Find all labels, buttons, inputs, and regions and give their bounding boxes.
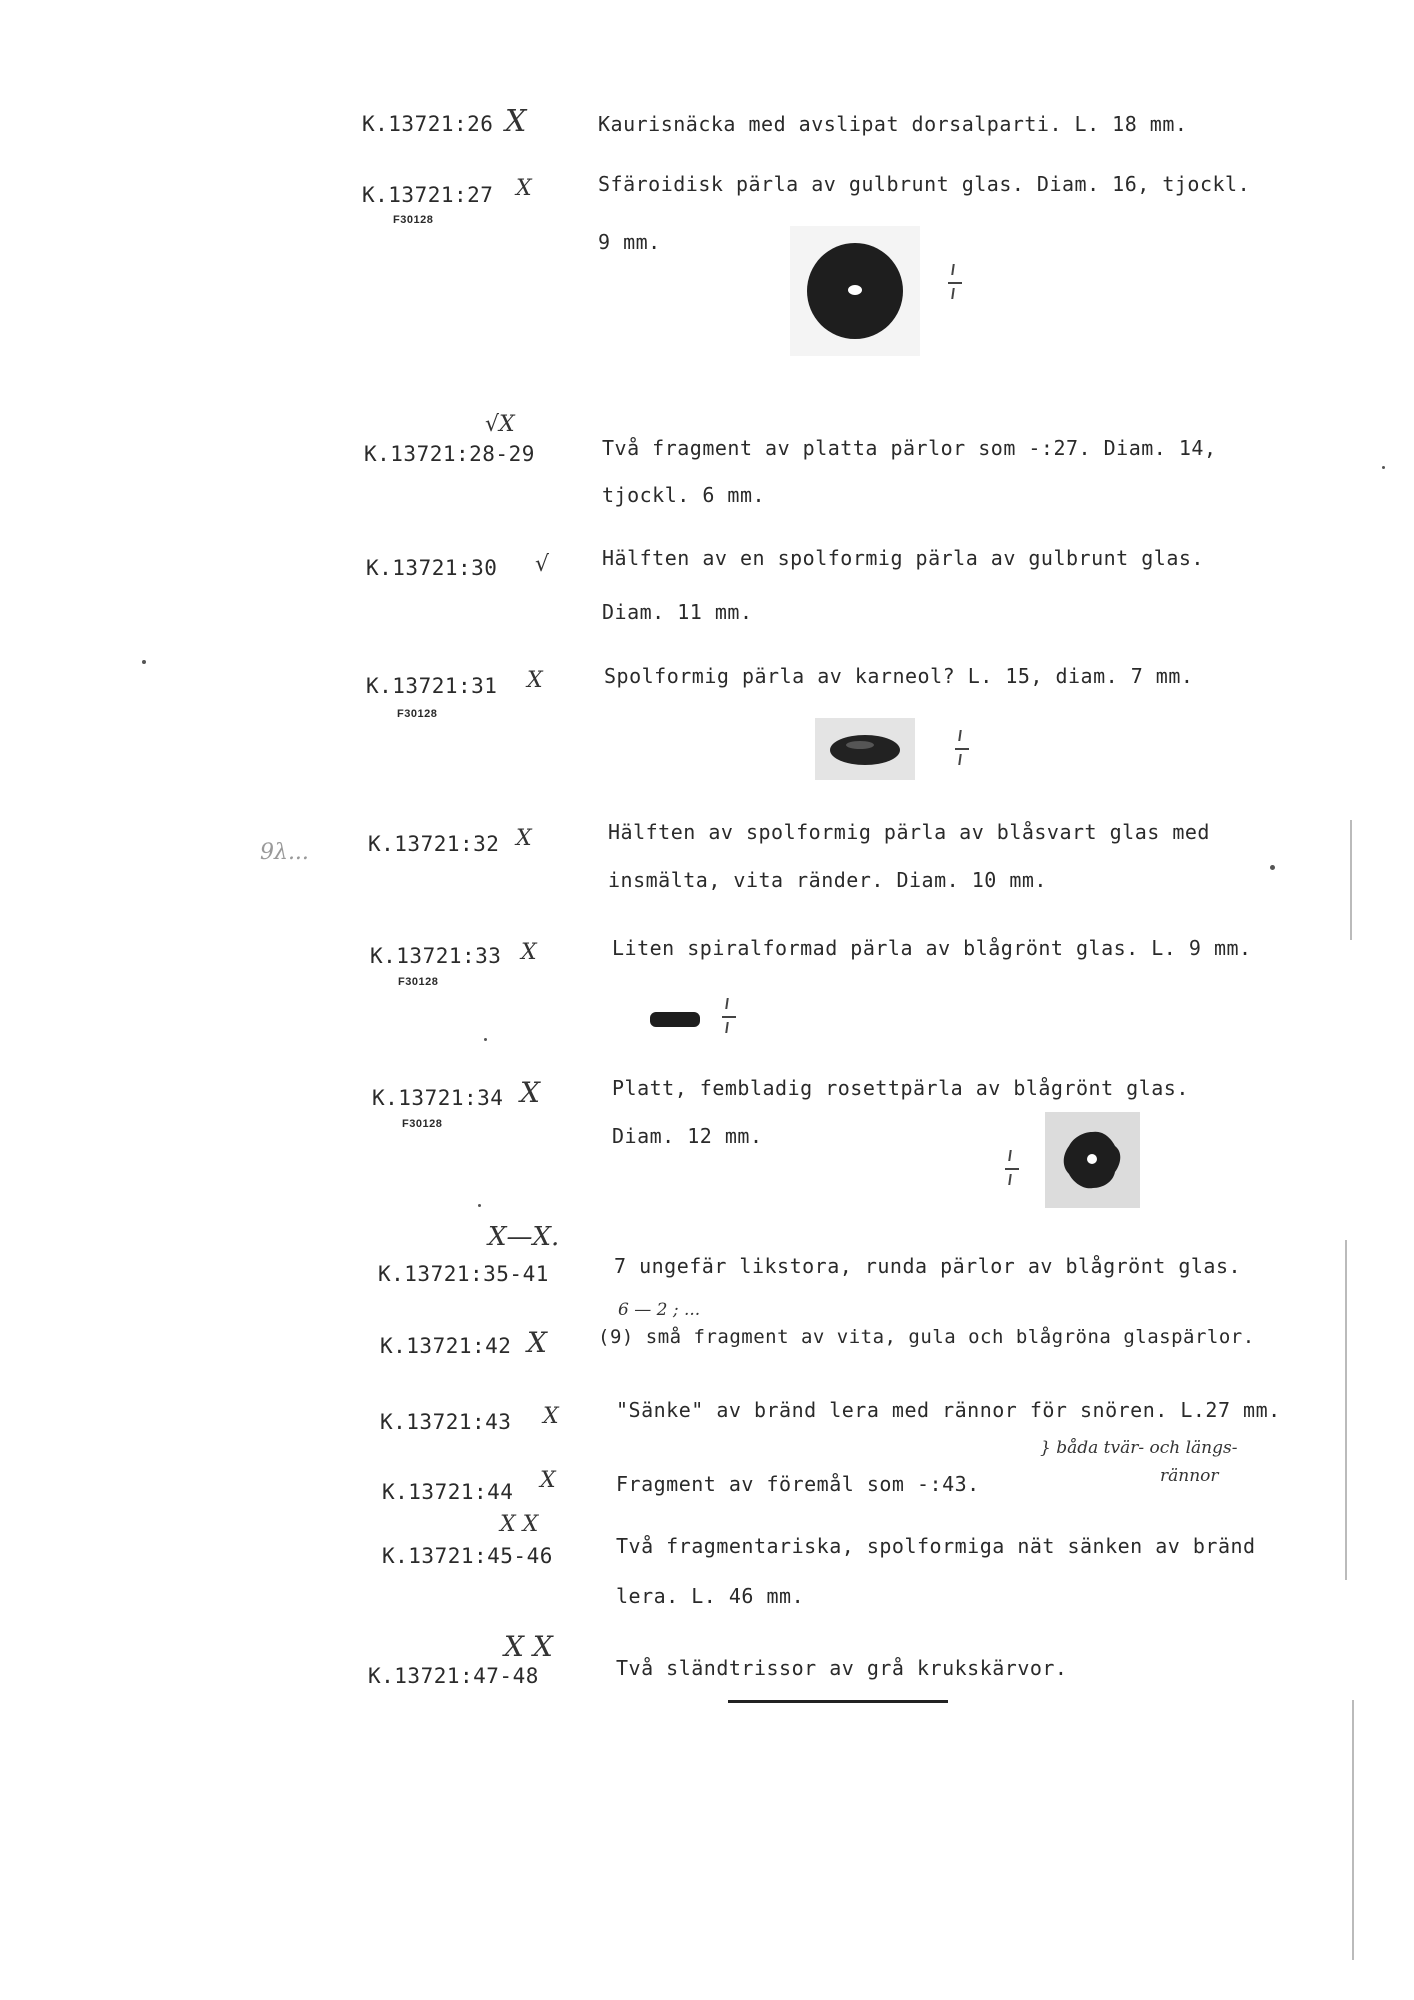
bead-photo-spindle xyxy=(815,718,915,780)
check-mark: X xyxy=(521,940,537,965)
description-line: 7 ungefär likstora, runda pärlor av blågrönt glas. xyxy=(614,1254,1242,1278)
scale-one-to-one xyxy=(955,730,969,768)
catalog-number: K.13721:33 xyxy=(370,944,502,968)
check-mark: X xyxy=(516,826,532,851)
description-line: Sfäroidisk pärla av gulbrunt glas. Diam. 16, tjockl. xyxy=(598,172,1251,196)
description-line: Hälften av spolformig pärla av blåsvart glas med xyxy=(608,820,1210,844)
check-mark: √X xyxy=(485,412,515,437)
catalog-number: K.13721:32 xyxy=(368,832,500,856)
description-line: Två fragmentariska, spolformiga nät sänken av bränd xyxy=(616,1534,1256,1558)
catalog-number: K.13721:47-48 xyxy=(368,1664,539,1688)
description-line: Två fragment av platta pärlor som -:27. Diam. 14, xyxy=(602,436,1217,460)
description-line: tjockl. 6 mm. xyxy=(602,483,766,507)
scale-one-to-one xyxy=(1005,1150,1019,1188)
scale-one-to-one xyxy=(722,998,736,1036)
handwritten-note: } båda tvär- och längs- xyxy=(1040,1438,1238,1458)
description-line: Kaurisnäcka med avslipat dorsalparti. L. 18 mm. xyxy=(598,112,1188,136)
catalog-number: K.13721:34 xyxy=(372,1086,504,1110)
check-mark: X xyxy=(543,1404,559,1429)
check-mark: X xyxy=(540,1468,556,1493)
check-mark: X—X. xyxy=(488,1222,560,1252)
bead-photo-rosette xyxy=(1045,1112,1140,1208)
description-line: Fragment av föremål som -:43. xyxy=(616,1472,980,1496)
description-line: Liten spiralformad pärla av blågrönt glas. L. 9 mm. xyxy=(612,936,1252,960)
check-mark: √ xyxy=(535,552,550,577)
scan-edge-mark xyxy=(1350,820,1352,940)
check-mark: X xyxy=(527,1326,547,1359)
catalog-number: K.13721:44 xyxy=(382,1480,514,1504)
scan-edge-mark xyxy=(1345,1240,1347,1580)
description-line: Diam. 12 mm. xyxy=(612,1124,763,1148)
speck xyxy=(484,1038,487,1041)
check-mark: X xyxy=(520,1076,540,1109)
speck xyxy=(1270,865,1275,870)
description-line: Platt, fembladig rosettpärla av blågrönt glas. xyxy=(612,1076,1189,1100)
description-line: Spolformig pärla av karneol? L. 15, diam. 7 mm. xyxy=(604,664,1194,688)
catalog-number: K.13721:28-29 xyxy=(364,442,535,466)
margin-note: 9λ... xyxy=(260,840,309,865)
photo-reference: F30128 xyxy=(402,1118,443,1130)
description-line: insmälta, vita ränder. Diam. 10 mm. xyxy=(608,868,1047,892)
catalog-number: K.13721:45-46 xyxy=(382,1544,553,1568)
photo-reference: F30128 xyxy=(398,976,439,988)
handwritten-note: 6 — 2 ; ... xyxy=(618,1300,701,1320)
speck xyxy=(1382,466,1385,469)
description-line: (9) små fragment av vita, gula och blågröna glaspärlor. xyxy=(598,1326,1255,1348)
check-mark: X xyxy=(505,104,527,139)
catalog-number: K.13721:26 xyxy=(362,112,494,136)
check-mark: X xyxy=(516,176,532,201)
catalog-number: K.13721:42 xyxy=(380,1334,512,1358)
speck xyxy=(142,660,146,664)
bead-photo-spiral xyxy=(646,1004,706,1034)
description-line: Diam. 11 mm. xyxy=(602,600,753,624)
catalog-number: K.13721:27 xyxy=(362,183,494,207)
description-line: "Sänke" av bränd lera med rännor för snören. L.27 mm. xyxy=(616,1398,1281,1422)
catalog-number: K.13721:43 xyxy=(380,1410,512,1434)
scan-edge-mark xyxy=(1352,1700,1354,1960)
speck xyxy=(478,1204,481,1207)
description-line: 9 mm. xyxy=(598,230,661,254)
catalog-number: K.13721:30 xyxy=(366,556,498,580)
bead-photo-spheroid xyxy=(790,226,920,356)
handwritten-note: rännor xyxy=(1160,1466,1219,1486)
photo-reference: F30128 xyxy=(397,708,438,720)
description-line: Två sländtrissor av grå krukskärvor. xyxy=(616,1656,1068,1680)
check-mark: X X xyxy=(500,1512,539,1537)
scale-one-to-one xyxy=(948,264,962,302)
description-line: Hälften av en spolformig pärla av gulbrunt glas. xyxy=(602,546,1204,570)
photo-reference: F30128 xyxy=(393,214,434,226)
catalog-number: K.13721:35-41 xyxy=(378,1262,549,1286)
check-mark: X xyxy=(527,668,543,693)
check-mark: X X xyxy=(504,1630,553,1663)
end-rule xyxy=(728,1700,948,1703)
catalog-number: K.13721:31 xyxy=(366,674,498,698)
description-line: lera. L. 46 mm. xyxy=(616,1584,805,1608)
